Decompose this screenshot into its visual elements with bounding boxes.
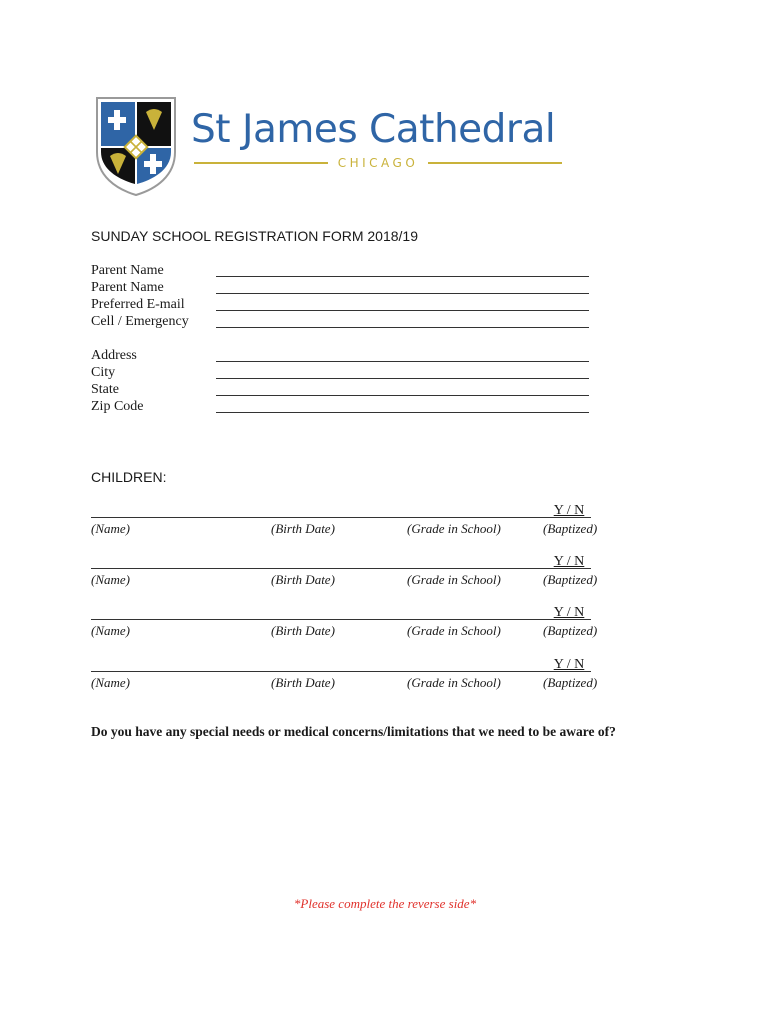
field-label-zip: Zip Code xyxy=(91,399,144,414)
grade-sublabel: (Grade in School) xyxy=(407,623,501,638)
parent-name-2-line[interactable] xyxy=(216,293,589,294)
baptized-sublabel: (Baptized) xyxy=(543,572,598,587)
name-sublabel: (Name) xyxy=(91,572,130,587)
baptized-sublabel: (Baptized) xyxy=(543,675,598,690)
email-line[interactable] xyxy=(216,310,589,311)
baptized-yn[interactable]: Y / N xyxy=(553,503,585,518)
birth-date-sublabel: (Birth Date) xyxy=(271,623,335,638)
zip-code-line[interactable] xyxy=(216,412,589,413)
field-label-parent-name-2: Parent Name xyxy=(91,280,164,295)
special-needs-question: Do you have any special needs or medical concerns/limitations that we need to be aware of? xyxy=(91,724,616,739)
baptized-sublabel: (Baptized) xyxy=(543,521,598,536)
cathedral-crest-logo xyxy=(94,96,178,196)
grade-sublabel: (Grade in School) xyxy=(407,521,501,536)
divider xyxy=(194,162,328,164)
name-sublabel: (Name) xyxy=(91,623,130,638)
child-entry-line[interactable] xyxy=(91,619,591,620)
city-line[interactable] xyxy=(216,378,589,379)
child-entry-line[interactable] xyxy=(91,517,591,518)
cell-emergency-line[interactable] xyxy=(216,327,589,328)
field-label-city: City xyxy=(91,365,116,380)
baptized-yn[interactable]: Y / N xyxy=(553,554,585,569)
name-sublabel: (Name) xyxy=(91,675,130,690)
field-label-state: State xyxy=(91,382,119,397)
field-label-email: Preferred E-mail xyxy=(91,297,185,312)
grade-sublabel: (Grade in School) xyxy=(407,572,501,587)
grade-sublabel: (Grade in School) xyxy=(407,675,501,690)
divider xyxy=(428,162,562,164)
address-line[interactable] xyxy=(216,361,589,362)
child-entry-line[interactable] xyxy=(91,568,591,569)
field-label-address: Address xyxy=(91,348,137,363)
field-label-cell: Cell / Emergency xyxy=(91,314,189,329)
name-sublabel: (Name) xyxy=(91,521,130,536)
form-title: SUNDAY SCHOOL REGISTRATION FORM 2018/19 xyxy=(91,228,419,244)
children-heading: CHILDREN: xyxy=(91,469,167,485)
baptized-yn[interactable]: Y / N xyxy=(553,657,585,672)
birth-date-sublabel: (Birth Date) xyxy=(271,521,335,536)
brand-subtitle: CHICAGO xyxy=(337,156,419,170)
brand-title: St James Cathedral xyxy=(191,107,556,152)
baptized-yn[interactable]: Y / N xyxy=(553,605,585,620)
child-entry-line[interactable] xyxy=(91,671,591,672)
brand-subtitle-row xyxy=(194,154,562,172)
baptized-sublabel: (Baptized) xyxy=(543,623,598,638)
state-line[interactable] xyxy=(216,395,589,396)
birth-date-sublabel: (Birth Date) xyxy=(271,572,335,587)
parent-name-line[interactable] xyxy=(216,276,589,277)
field-label-parent-name: Parent Name xyxy=(91,263,164,278)
reverse-side-note: *Please complete the reverse side* xyxy=(293,896,477,911)
birth-date-sublabel: (Birth Date) xyxy=(271,675,335,690)
